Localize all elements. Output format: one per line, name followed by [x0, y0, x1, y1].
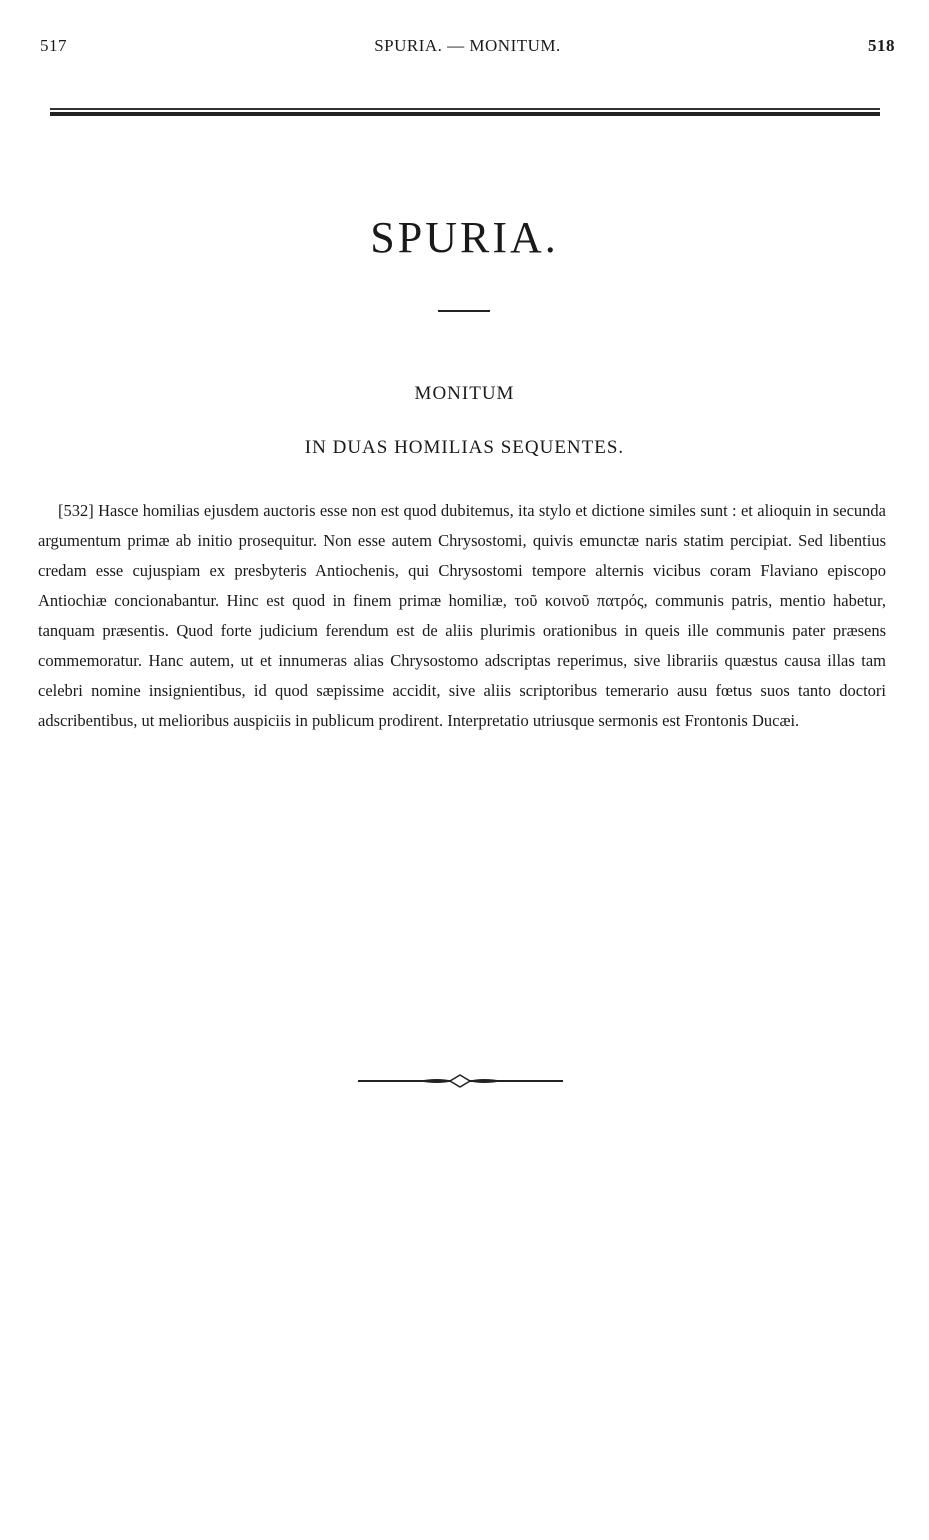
- section-subheading: IN DUAS HOMILIAS SEQUENTES.: [304, 437, 625, 458]
- section-title: MONITUM: [414, 383, 515, 404]
- left-page-number: 517: [40, 36, 67, 55]
- title-divider: [438, 310, 490, 312]
- running-header: [40, 36, 895, 60]
- page-title: SPURIA.: [370, 213, 559, 262]
- running-title: SPURIA. — MONITUM.: [374, 36, 561, 55]
- right-page-number: 518: [868, 36, 895, 55]
- tail-piece-ornament-icon: [358, 1073, 563, 1089]
- header-rule-thin: [50, 108, 880, 110]
- header-rule-thick: [50, 112, 880, 116]
- body-paragraph: [532] Hasce homilias ejusdem auctoris esse non est quod dubitemus, ita stylo et dictione similes sunt : et alioquin in secunda argumentum primæ ab initio prosequitur. Non esse autem Chrysostomi, quivis emunctæ naris statim percipiat. Sed libentius credam esse cujuspiam ex presbyteris Antiochenis, qui Chrysostomi tempore alternis vicibus coram Flaviano episcopo Antiochiæ concionabantur. Hinc est quod in finem primæ homiliæ, τοῦ κοινοῦ πατρός, communis patris, mentio habetur, tanquam præsentis. Quod forte judicium ferendum est de aliis plurimis orationibus in queis ille communis pater præsens commemoratur. Hanc autem, ut et innumeras alias Chrysostomo adscriptas reperimus, sive librariis quæstus causa illas tam celebri nomine insignientibus, id quod sæpissime accidit, sive aliis scriptoribus temerario ausu fœtus suos tanto doctori adscribentibus, ut melioribus auspiciis in publicum prodirent. Interpretatio utriusque sermonis est Frontonis Ducæi.: [38, 501, 886, 730]
- header-double-rule: [50, 108, 880, 118]
